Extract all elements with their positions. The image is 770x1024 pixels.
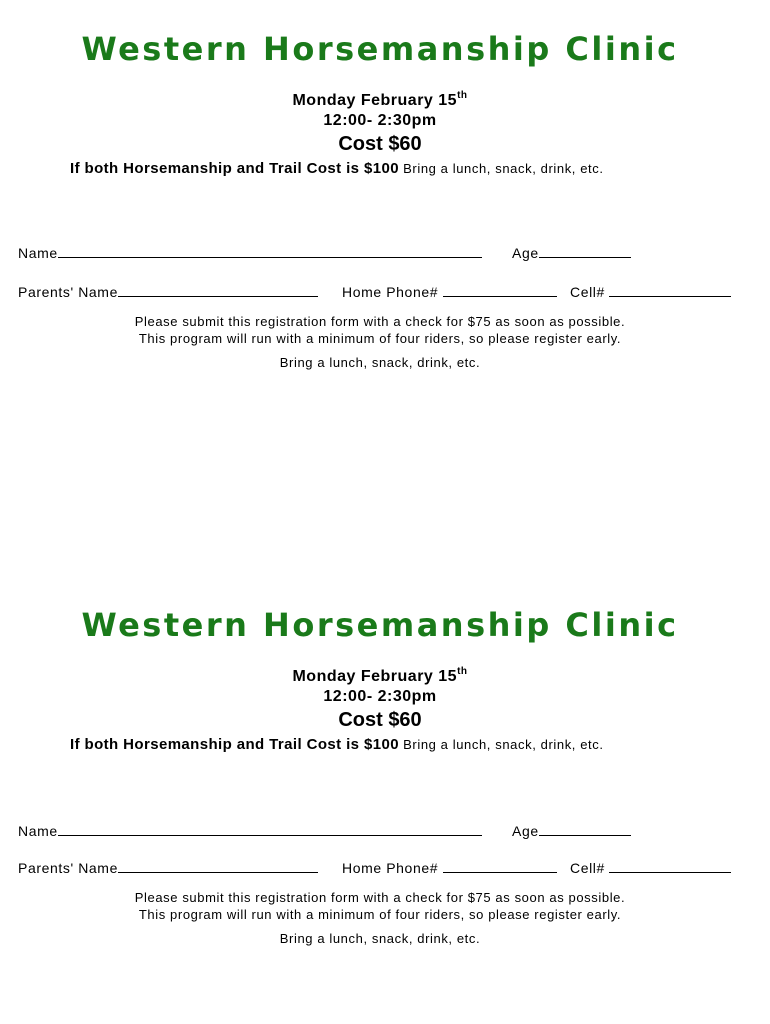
parents-name-label: Parents' Name (18, 860, 118, 876)
name-label: Name (18, 245, 58, 261)
age-label: Age (512, 823, 539, 839)
clinic-date (0, 666, 760, 686)
date-text: Monday February 15 (292, 92, 458, 109)
age-label: Age (512, 245, 539, 261)
cell-blank[interactable] (609, 860, 731, 873)
home-phone-label: Home Phone# (342, 860, 439, 876)
parents-name-label: Parents' Name (18, 284, 118, 300)
cell-field[interactable] (570, 284, 731, 300)
date-text: Monday February 15 (292, 668, 458, 685)
name-field[interactable] (18, 245, 482, 261)
combined-cost-line (70, 160, 604, 177)
parents-name-blank[interactable] (118, 860, 318, 873)
parents-name-field[interactable] (18, 860, 318, 876)
clinic-date (0, 90, 760, 110)
age-field[interactable] (512, 245, 631, 261)
minimum-riders-note: This program will run with a minimum of four riders, so please register early. (138, 907, 622, 922)
combined-cost-text: If both Horsemanship and Trail Cost is $100 (70, 160, 399, 177)
clinic-cost: Cost $60 (338, 709, 422, 731)
clinic-title: Western Horsemanship Clinic (81, 30, 679, 68)
home-phone-blank[interactable] (443, 860, 557, 873)
combined-cost-text: If both Horsemanship and Trail Cost is $100 (70, 736, 399, 753)
clinic-title: Western Horsemanship Clinic (81, 606, 679, 644)
submit-note: Please submit this registration form with a check for $75 as soon as possible. (134, 314, 626, 329)
home-phone-label: Home Phone# (342, 284, 439, 300)
date-suffix: th (457, 666, 468, 677)
minimum-riders-note: This program will run with a minimum of four riders, so please register early. (138, 331, 622, 346)
age-field[interactable] (512, 823, 631, 839)
combined-cost-note: Bring a lunch, snack, drink, etc. (403, 737, 604, 752)
name-field[interactable] (18, 823, 482, 839)
parents-name-blank[interactable] (118, 284, 318, 297)
name-blank[interactable] (58, 245, 482, 258)
cell-field[interactable] (570, 860, 731, 876)
clinic-time: 12:00- 2:30pm (323, 112, 437, 129)
bring-lunch-note: Bring a lunch, snack, drink, etc. (279, 355, 481, 370)
home-phone-blank[interactable] (443, 284, 557, 297)
submit-note: Please submit this registration form with a check for $75 as soon as possible. (134, 890, 626, 905)
cell-label: Cell# (570, 284, 605, 300)
age-blank[interactable] (539, 245, 631, 258)
date-suffix: th (457, 90, 468, 101)
home-phone-field[interactable] (342, 860, 557, 876)
name-label: Name (18, 823, 58, 839)
combined-cost-note: Bring a lunch, snack, drink, etc. (403, 161, 604, 176)
clinic-time: 12:00- 2:30pm (323, 688, 437, 705)
combined-cost-line (70, 736, 604, 753)
clinic-cost: Cost $60 (338, 133, 422, 155)
parents-name-field[interactable] (18, 284, 318, 300)
age-blank[interactable] (539, 823, 631, 836)
bring-lunch-note: Bring a lunch, snack, drink, etc. (279, 931, 481, 946)
cell-blank[interactable] (609, 284, 731, 297)
name-blank[interactable] (58, 823, 482, 836)
home-phone-field[interactable] (342, 284, 557, 300)
cell-label: Cell# (570, 860, 605, 876)
